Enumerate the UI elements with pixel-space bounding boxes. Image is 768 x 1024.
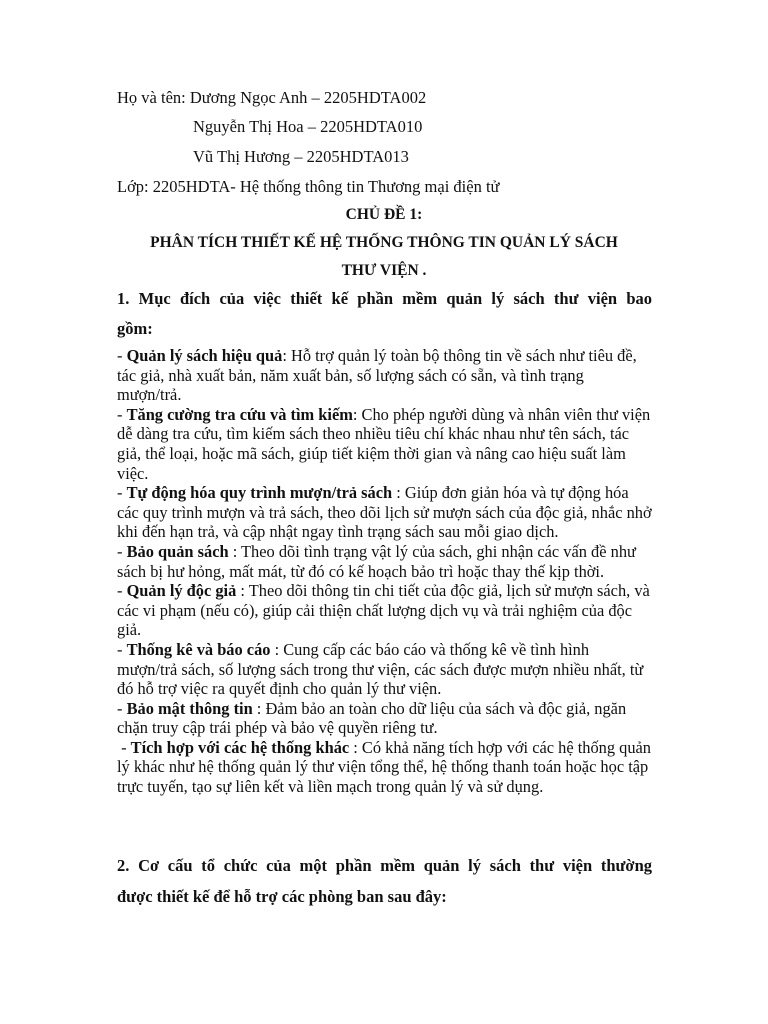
- section-2-heading: [117, 850, 652, 912]
- list-item: - Tự động hóa quy trình mượn/trả sách : Giúp đơn giản hóa và tự động hóa các quy trình mượn và trả sách, theo dõi lịch sử mượn sách của độc giả, nhắc nhở khi đến hạn trả, và cập nhật ngay tình trạng sách sau mỗi giao dịch.: [117, 483, 652, 542]
- item-term: Bảo quản sách: [126, 541, 229, 561]
- section-2-heading-line-2: được thiết kế để hỗ trợ các phòng ban sau đây:: [117, 887, 447, 906]
- section-1-heading: [117, 284, 652, 344]
- class-line: Lớp: 2205HDTA- Hệ thống thông tin Thương mại điện tử: [117, 177, 500, 196]
- item-text: : Cung cấp các báo cáo và thống kê về tình hình mượn/trả sách, số lượng sách trong thư viện, các sách được mượn nhiều nhất, từ đó hỗ trợ việc ra quyết định cho quản lý thư viện.: [117, 639, 644, 699]
- section-1-list: [117, 346, 652, 797]
- member-2-line: Nguyễn Thị Hoa – 2205HDTA010: [193, 117, 423, 136]
- item-term: Tự động hóa quy trình mượn/trả sách: [126, 483, 393, 503]
- list-item: - Quản lý sách hiệu quả: Hỗ trợ quản lý toàn bộ thông tin về sách như tiêu đề, tác giả, nhà xuất bản, năm xuất bản, số lượng sách có sẵn, và tình trạng mượn/trả.: [117, 346, 637, 405]
- item-term: Tăng cường tra cứu và tìm kiếm: [126, 404, 353, 424]
- item-term: Quản lý độc giả: [126, 581, 237, 601]
- item-term: Quản lý sách hiệu quả: [126, 346, 283, 365]
- list-item: - Thống kê và báo cáo : Cung cấp các báo cáo và thống kê về tình hình mượn/trả sách, số lượng sách trong thư viện, các sách được mượn nhiều nhất, từ đó hỗ trợ việc ra quyết định cho quản lý thư viện.: [117, 639, 644, 699]
- item-term: Thống kê và báo cáo: [126, 639, 271, 659]
- member-3-line: Vũ Thị Hương – 2205HDTA013: [193, 147, 409, 166]
- item-text: : Theo dõi thông tin chi tiết của độc giả, lịch sử mượn sách, và các vi phạm (nếu có), giúp cải thiện chất lượng dịch vụ và trải nghiệm của độc giả.: [117, 581, 650, 640]
- section-1-heading-line-1: 1. Mục đích của việc thiết kế phần mềm quản lý sách thư viện bao: [117, 289, 652, 308]
- list-item: - Tích hợp với các hệ thống khác : Có khả năng tích hợp với các hệ thống quản lý khác như hệ thống quản lý thư viện tổng thể, hệ thống thanh toán hoặc học tập trực tuyến, tạo sự liên kết và liền mạch trong quản lý và sử dụng.: [117, 737, 651, 797]
- topic-label: CHỦ ĐỀ 1:: [345, 206, 423, 223]
- student-name-line: Họ và tên: Dương Ngọc Anh – 2205HDTA002: [117, 88, 427, 107]
- item-text: : Theo dõi tình trạng vật lý của sách, ghi nhận các vấn đề như sách bị hư hỏng, mất mát, từ đó có kế hoạch bảo trì hoặc thay thế kịp thời.: [117, 541, 636, 581]
- list-item: - Quản lý độc giả : Theo dõi thông tin chi tiết của độc giả, lịch sử mượn sách, và các vi phạm (nếu có), giúp cải thiện chất lượng dịch vụ và trải nghiệm của độc giả.: [117, 581, 650, 640]
- topic-title-line-1: PHÂN TÍCH THIẾT KẾ HỆ THỐNG THÔNG TIN QUẢN LÝ SÁCH: [150, 234, 618, 251]
- section-2-heading-line-1: 2. Cơ cấu tổ chức của một phần mềm quản lý sách thư viện thường: [117, 856, 652, 875]
- item-text: : Có khả năng tích hợp với các hệ thống quản lý khác như hệ thống quản lý thư viện tổng thể, hệ thống thanh toán hoặc học tập trực tuyến, tạo sự liên kết và liền mạch trong quản lý và sử dụng.: [117, 737, 651, 797]
- item-text: : Cho phép người dùng và nhân viên thư viện dễ dàng tra cứu, tìm kiếm sách theo nhiều tiêu chí khác nhau như tên sách, tác giả, thể loại, hoặc mã sách, giúp tiết kiệm thời gian và nâng cao hiệu suất làm việc.: [117, 404, 651, 483]
- item-term: Tích hợp với các hệ thống khác: [130, 737, 350, 757]
- item-text: : Giúp đơn giản hóa và tự động hóa các quy trình mượn và trả sách, theo dõi lịch sử mượn sách của độc giả, nhắc nhở khi đến hạn trả, và cập nhật ngay tình trạng sách sau mỗi giao dịch.: [117, 483, 652, 542]
- list-item: - Bảo mật thông tin : Đảm bảo an toàn cho dữ liệu của sách và độc giả, ngăn chặn truy cập trái phép và bảo vệ quyền riêng tư.: [117, 698, 627, 738]
- topic-title-line-2: THƯ VIỆN .: [341, 262, 427, 279]
- item-text: : Đảm bảo an toàn cho dữ liệu của sách và độc giả, ngăn chặn truy cập trái phép và bảo vệ quyền riêng tư.: [117, 698, 627, 738]
- item-text: : Hỗ trợ quản lý toàn bộ thông tin về sách như tiêu đề, tác giả, nhà xuất bản, năm xuất bản, số lượng sách có sẵn, và tình trạng mượn/trả.: [117, 346, 637, 405]
- item-term: Bảo mật thông tin: [126, 698, 253, 718]
- list-item: - Tăng cường tra cứu và tìm kiếm: Cho phép người dùng và nhân viên thư viện dễ dàng tra cứu, tìm kiếm sách theo nhiều tiêu chí khác nhau như tên sách, tác giả, thể loại, hoặc mã sách, giúp tiết kiệm thời gian và nâng cao hiệu suất làm việc.: [117, 404, 651, 483]
- section-1-heading-line-2: gồm:: [117, 319, 153, 338]
- list-item: - Bảo quản sách : Theo dõi tình trạng vật lý của sách, ghi nhận các vấn đề như sách bị hư hỏng, mất mát, từ đó có kế hoạch bảo trì hoặc thay thế kịp thời.: [117, 541, 636, 581]
